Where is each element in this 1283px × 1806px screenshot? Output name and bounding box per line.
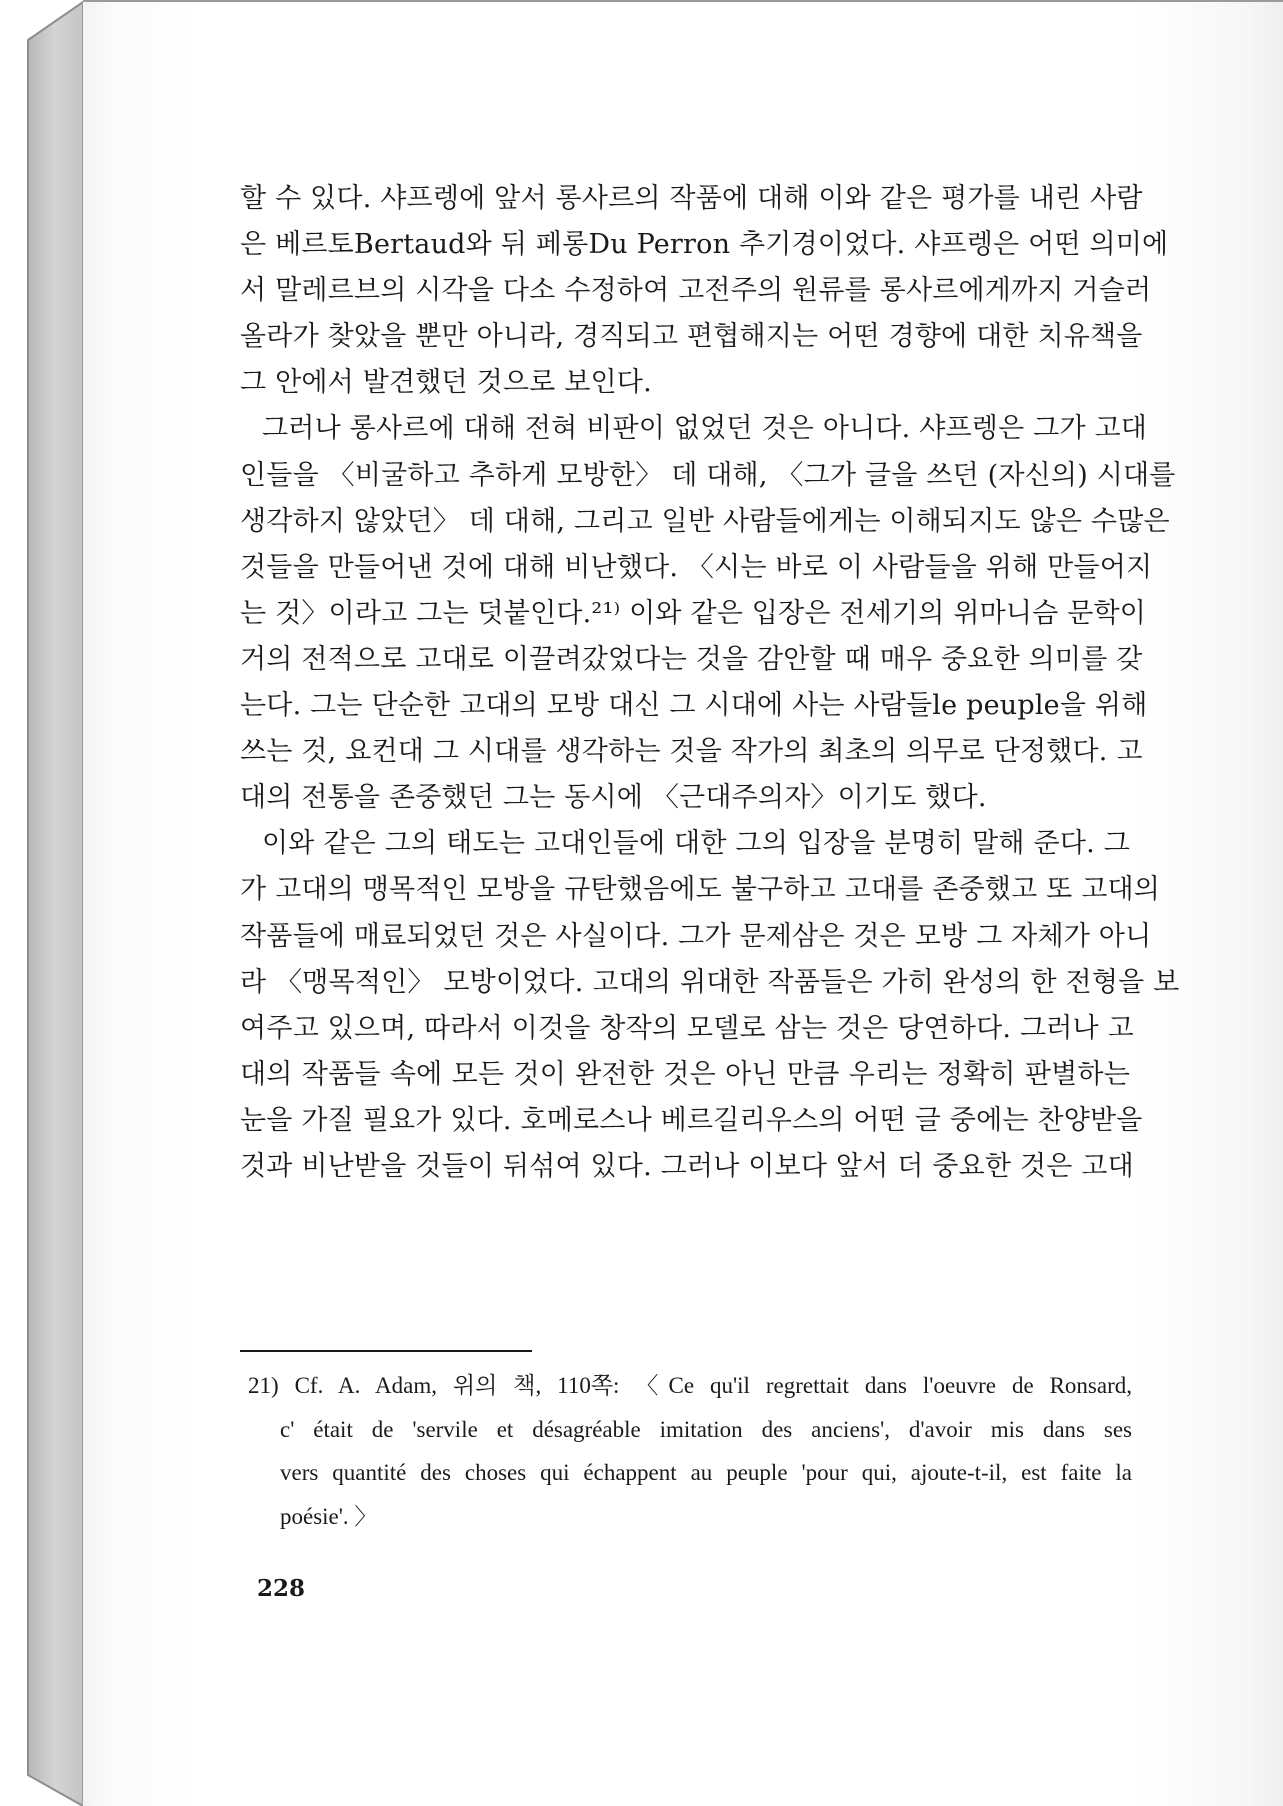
paragraph-1 bbox=[240, 176, 1169, 406]
text-line: 쓰는 것, 요컨대 그 시대를 생각하는 것을 작가의 최초의 의무로 단정했다. 고 bbox=[240, 736, 1143, 768]
paragraph-3 bbox=[240, 821, 1180, 1190]
footnote-line: c' était de 'servile et désagréable imitation des anciens', d'avoir mis dans ses bbox=[280, 1416, 1132, 1442]
text-line: 올라가 찾았을 뿐만 아니라, 경직되고 편협해지는 어떤 경향에 대한 치유책을 bbox=[240, 321, 1143, 353]
footnote-line: poésie'. 〉 bbox=[280, 1503, 378, 1529]
footnote-divider bbox=[240, 1350, 532, 1352]
text-line: 여주고 있으며, 따라서 이것을 창작의 모델로 삼는 것은 당연하다. 그러나 고 bbox=[240, 1012, 1134, 1044]
text-line: 거의 전적으로 고대로 이끌려갔었다는 것을 감안할 때 매우 중요한 의미를 갖 bbox=[240, 643, 1143, 675]
text-line: 생각하지 않았던〉 데 대해, 그리고 일반 사람들에게는 이해되지도 않은 수많은 bbox=[240, 505, 1170, 537]
text-line: 서 말레르브의 시각을 다소 수정하여 고전주의 원류를 롱사르에게까지 거슬러 bbox=[240, 275, 1152, 307]
text-line: 인들을 〈비굴하고 추하게 모방한〉 데 대해, 〈그가 글을 쓰던 (자신의) 시대를 bbox=[240, 459, 1176, 491]
text-line: 것과 비난받을 것들이 뒤섞여 있다. 그러나 이보다 앞서 더 중요한 것은 고대 bbox=[240, 1150, 1134, 1182]
text-line: 할 수 있다. 샤프렝에 앞서 롱사르의 작품에 대해 이와 같은 평가를 내린 사람 bbox=[240, 183, 1143, 214]
text-line: 눈을 가질 필요가 있다. 호메로스나 베르길리우스의 어떤 글 중에는 찬양받을 bbox=[240, 1104, 1143, 1136]
text-line: 대의 전통을 존중했던 그는 동시에 〈근대주의자〉이기도 했다. bbox=[240, 782, 987, 814]
book-spine bbox=[0, 0, 90, 1806]
text-line: 은 베르토Bertaud와 뒤 페롱Du Perron 추기경이었다. 샤프렝은 어떤 의미에 bbox=[240, 229, 1169, 261]
text-line: 대의 작품들 속에 모든 것이 완전한 것은 아닌 만큼 우리는 정확히 판별하는 bbox=[240, 1058, 1130, 1090]
text-line: 작품들에 매료되었던 것은 사실이다. 그가 문제삼은 것은 모방 그 자체가 아니 bbox=[240, 920, 1152, 952]
paragraph-2 bbox=[240, 406, 1176, 821]
text-line: 는다. 그는 단순한 고대의 모방 대신 그 시대에 사는 사람들le peuple을 위해 bbox=[240, 690, 1148, 722]
body-text bbox=[240, 176, 1180, 1190]
text-line: 것들을 만들어낸 것에 대해 비난했다. 〈시는 바로 이 사람들을 위해 만들어지 bbox=[240, 551, 1153, 583]
text-line: 이와 같은 그의 태도는 고대인들에 대한 그의 입장을 분명히 말해 준다. 그 bbox=[262, 828, 1130, 860]
text-line: 그 안에서 발견했던 것으로 보인다. bbox=[240, 367, 652, 399]
text-line: 는 것〉이라고 그는 덧붙인다.²¹⁾ 이와 같은 입장은 전세기의 위마니슴 문학이 bbox=[240, 597, 1147, 629]
footnote-21 bbox=[248, 1364, 1132, 1538]
footnote-line: 21) Cf. A. Adam, 위의 책, 110쪽: 〈Ce qu'il regrettait dans l'oeuvre de Ronsard, bbox=[248, 1373, 1132, 1398]
footnote-line: vers quantité des choses qui échappent au peuple 'pour qui, ajoute-t-il, est faite la bbox=[280, 1460, 1132, 1485]
text-line: 라 〈맹목적인〉 모방이었다. 고대의 위대한 작품들은 가히 완성의 한 전형을 보 bbox=[240, 966, 1180, 998]
text-line: 그러나 롱사르에 대해 전혀 비판이 없었던 것은 아니다. 샤프렝은 그가 고대 bbox=[262, 413, 1148, 445]
text-line: 가 고대의 맹목적인 모방을 규탄했음에도 불구하고 고대를 존중했고 또 고대의 bbox=[240, 874, 1161, 906]
page-number: 228 bbox=[257, 1575, 306, 1602]
